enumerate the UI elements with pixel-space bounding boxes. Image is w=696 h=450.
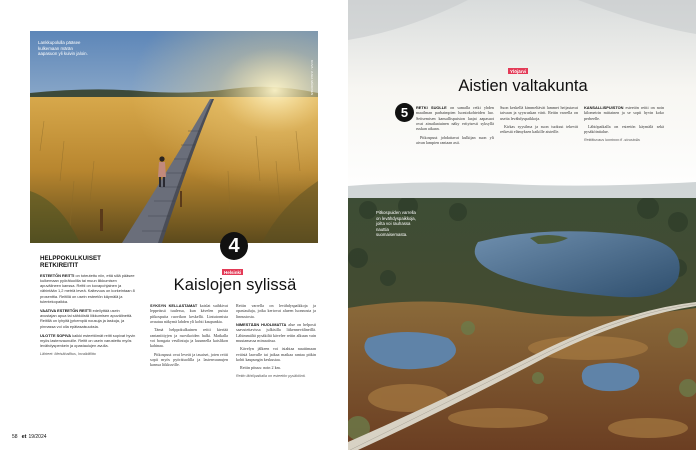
- paragraph: [236, 365, 316, 370]
- paragraph: [416, 135, 494, 146]
- article-number-badge: 5: [395, 103, 414, 122]
- paragraph-text: on samalla retki yhden maailman parhaimpien luontokohteiden luo. Seitsemisen kansallispuiston laajat aapasuot ovat ainutlaatuinen näky erityisesti syksyllä ruskan aikaan.: [416, 105, 494, 132]
- page-number: 58: [12, 434, 18, 440]
- paragraph: [236, 322, 316, 343]
- location-kicker: Ylöjärvi: [510, 68, 527, 74]
- paragraph-text: Kirkas syysilma ja suon tuoksut tekevät retkestä elämyksen kaikille aisteille.: [500, 124, 578, 135]
- sidebar-section: [40, 273, 136, 304]
- paragraph-text: alue on helposti saavutettavissa julkisilla liikennevälineillä. Lähimmältä pysäkiltä kävelee reitin alkuun vain muutamassa minuutissa.: [236, 322, 316, 344]
- paragraph: [416, 105, 494, 132]
- sky-background: [348, 0, 696, 198]
- accessible-trails-sidebar: [40, 255, 136, 356]
- sidebar-section-text: on toteutettu niin, että sillä pääsee kulkemaan pyörätuolilla tai muun liikkumisen apuvälineen kanssa. Reitti on kovapohjainen ja vähintään 1,2 metriä leveä. Kaltevuus on korkeintaan 8 prosenttia. Reitillä on usein esteetön käymälä ja tulentekopaikka.: [40, 272, 135, 304]
- article-title: Aistien valtakunta: [458, 77, 588, 95]
- paragraph: [150, 327, 228, 348]
- paragraph: [236, 303, 316, 319]
- paragraph-text: Reitin pituus: noin 2 km.: [240, 365, 281, 371]
- paragraph: [584, 124, 664, 135]
- location-kicker: Helsinki: [224, 269, 242, 275]
- sidebar-title: HELPPOKULKUISET RETKIREITIT: [40, 255, 101, 270]
- paragraph: [584, 105, 664, 121]
- paragraph-lead: SYKSYN KELLASTAMAT: [150, 303, 198, 308]
- photo-caption: Pitkospuiden varrella on levähdyspaikkoja, joilta voi rauhassa nauttia suomaisemasta.: [376, 210, 416, 237]
- sidebar-section-lead: VAATIVA ESTEETÖN REITTI: [40, 308, 92, 314]
- article-column-2: [236, 303, 316, 382]
- paragraph-text: Pitkospuut ovat leveät ja tasaiset, joten reitti sopii myös pyörätuolilla ja lastenvaunujen kanssa liikkuville.: [150, 351, 228, 368]
- paragraph-lead: RETKI SUOLLE: [416, 105, 447, 110]
- article-column-1: [150, 303, 228, 371]
- paragraph: [236, 346, 316, 362]
- issue-number: 19/2024: [28, 434, 47, 440]
- paragraph: [150, 352, 228, 368]
- paragraph: [150, 303, 228, 324]
- sidebar-section: [40, 308, 136, 329]
- sidebar-section-lead: ULOTTE SOPIVA: [40, 332, 72, 338]
- paragraph-text: kaislat suihkivat leppeässä tuulessa, kun kävelen puisia pitkospuita ruovikon keskellä. Lintutornista avautuu näkymä lahden yli kohti kaupunkia.: [150, 303, 228, 325]
- paragraph-text: esteetön reitti on noin kilometrin mittainen ja se sopii hyvin koko perheelle.: [584, 105, 664, 121]
- photo-credit: KUVA: JUHA MÄKINEN: [310, 60, 314, 96]
- article-column-2: [500, 105, 578, 138]
- right-page: [348, 0, 696, 450]
- paragraph-text: Lähtöpaikalla on esteetön käymälä sekä pysäköintialue.: [584, 124, 664, 135]
- paragraph-text: Tämä helppokulkuinen reitti kiertää rantaniittyjen ja ruovikoiden halki. Matkalla voi bongata vesilintuja ja kuunnella kaislikon kahinaa.: [150, 327, 228, 349]
- sidebar-section-lead: ESTEETÖN REITTI: [40, 272, 75, 278]
- paragraph-text: Kävelyn jälkeen voi istahtaa nauttimaan eväistä laavulle tai jatkaa matkaa rantaa pitkin kohti kaupungin keskustaa.: [236, 346, 316, 363]
- paragraph-lead: NIMESTÄÄN HUOLIMATTA: [236, 322, 287, 328]
- article-number-badge: 4: [220, 232, 248, 260]
- paragraph-text: Pitkospuut johdattavat kulkijan suon yli aivan lampien rantaan asti.: [416, 134, 494, 146]
- boardwalk-photo: [30, 31, 318, 243]
- sidebar-section-text: edellyttää usein avustajan apua tai sähköistä liikkumisen apuvälinettä. Reitillä on lyhyitä jyrkempiä nousuja ja laskuja, ja pinnassa voi olla epätasaisuuksia.: [40, 308, 133, 329]
- sidebar-section: [40, 333, 136, 349]
- paragraph-lead: KANSALLISPUISTON: [584, 105, 624, 110]
- paragraph-text: Reitin varrella on levähdyspaikkoja ja opastauluja, jotka kertovat alueen luonnosta ja linnustosta.: [236, 303, 316, 319]
- sidebar-section-text: kaikki esteettömät reitit sopivat hyvin myös lastenvaunuille. Reitit on usein varustettu myös levähdyspenkein ja opastaulujen avulla.: [40, 332, 136, 349]
- article-column-1: [416, 105, 494, 148]
- photo-caption: Lankkupolulla pääsee kulkemaan märän aapasuon yli kuivin jaloin.: [38, 40, 88, 57]
- sidebar-source: Lähteet: Metsähallitus, Invalidiliitto: [40, 352, 96, 357]
- paragraph: [500, 124, 578, 135]
- page-folio: [12, 434, 47, 440]
- article-column-3: [584, 105, 664, 146]
- article-source: Reitin lähtöpaikalla on esteetön pysäköinti.: [236, 373, 306, 378]
- magazine-name: et: [21, 434, 27, 440]
- article-title: Kaislojen sylissä: [173, 276, 297, 294]
- article-source: Reittikuvaus luontoon.fi -sivustolla.: [584, 137, 641, 142]
- paragraph-text: Suon keskellä kimmeltävät lammet heijastavat taivaan ja syysruskan värit. Reitin varrella on useita levähdyspaikkoja.: [500, 105, 578, 121]
- paragraph: [500, 105, 578, 121]
